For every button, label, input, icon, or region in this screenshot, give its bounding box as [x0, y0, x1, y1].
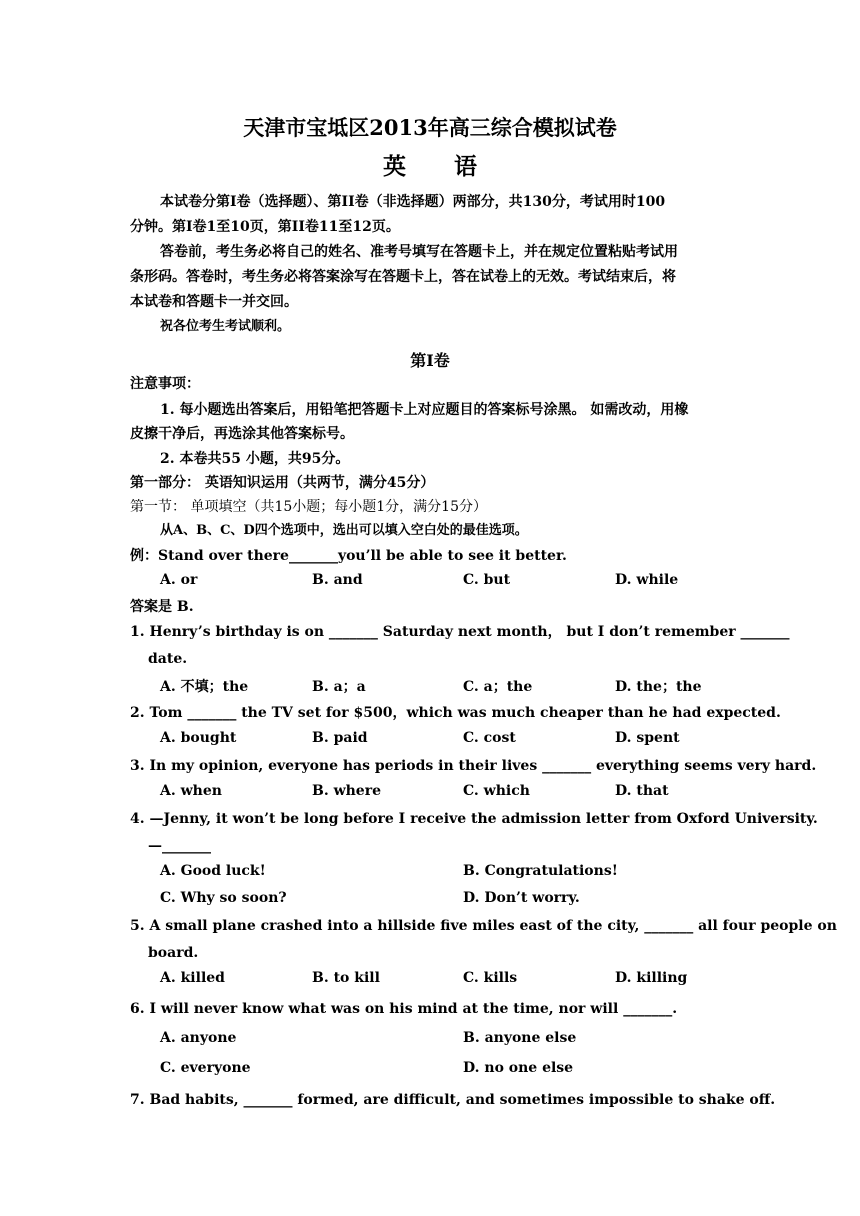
q6-option-c: C. everyone	[160, 1060, 251, 1076]
intro-line-5: 本试卷和答题卡一并交回。	[130, 294, 298, 310]
example-option-a: A. or	[160, 572, 198, 588]
q5-option-a: A. killed	[160, 970, 225, 986]
example-question: 例：Stand over there_______you’ll be able to see it better.	[130, 548, 567, 564]
q5-option-b: B. to kill	[312, 970, 380, 986]
question-5-stem: 5. A small plane crashed into a hillside five miles east of the city, _______ all four people on	[130, 918, 837, 934]
question-2-stem: 2. Tom _______ the TV set for $500，which was much cheaper than he had expected.	[130, 705, 781, 721]
question-3-stem: 3. In my opinion, everyone has periods in their lives _______ everything seems very hard.	[130, 758, 817, 774]
q3-option-c: C. which	[463, 783, 530, 799]
q2-option-c: C. cost	[463, 730, 516, 746]
subsection-1-heading: 第一节： 单项填空（共15小题；每小题1分，满分15分）	[130, 499, 487, 515]
q4-option-c: C. Why so soon?	[160, 890, 287, 906]
q1-option-b: B. a；a	[312, 679, 366, 695]
intro-line-4: 条形码。答卷时，考生务必将答案涂写在答题卡上，答在试卷上的无效。考试结束后，将	[130, 269, 676, 285]
q6-option-a: A. anyone	[160, 1030, 237, 1046]
instruction: 从A、B、C、D四个选项中，选出可以填入空白处的最佳选项。	[160, 523, 528, 538]
q2-option-a: A. bought	[160, 730, 237, 746]
question-7-stem: 7. Bad habits, _______ formed, are difficult, and sometimes impossible to shake off.	[130, 1092, 776, 1108]
exam-title: 天津市宝坻区2013年高三综合模拟试卷	[243, 115, 617, 140]
example-option-c: C. but	[463, 572, 511, 588]
question-4-stem: 4. —Jenny, it won’t be long before I receive the admission letter from Oxford University.	[130, 811, 818, 827]
q1-option-a: A. 不填；the	[160, 679, 249, 695]
question-1-stem: 1. Henry’s birthday is on _______ Saturday next month， but I don’t remember _______	[130, 624, 790, 640]
q4-option-a: A. Good luck!	[160, 863, 266, 879]
q4-option-d: D. Don’t worry.	[463, 890, 580, 906]
note-1b: 皮擦干净后，再选涂其他答案标号。	[130, 426, 354, 442]
example-answer: 答案是 B.	[130, 599, 194, 615]
example-option-b: B. and	[312, 572, 363, 588]
question-5-stem-cont: board.	[148, 945, 199, 961]
notes-heading: 注意事项：	[130, 376, 200, 392]
q6-option-b: B. anyone else	[463, 1030, 577, 1046]
q1-option-c: C. a；the	[463, 679, 533, 695]
example-option-d: D. while	[615, 572, 679, 588]
intro-line-6: 祝各位考生考试顺利。	[160, 319, 291, 334]
q5-option-c: C. kills	[463, 970, 518, 986]
q5-option-d: D. killing	[615, 970, 688, 986]
question-6-stem: 6. I will never know what was on his mind at the time, nor will _______.	[130, 1001, 678, 1017]
q2-option-b: B. paid	[312, 730, 368, 746]
intro-line-1: 本试卷分第I卷（选择题）、第II卷（非选择题）两部分，共130分，考试用时100	[160, 194, 666, 210]
q4-option-b: B. Congratulations!	[463, 863, 618, 879]
part1-title: 第Ⅰ卷	[410, 351, 450, 370]
question-4-stem-cont: —_______	[148, 838, 211, 854]
q6-option-d: D. no one else	[463, 1060, 574, 1076]
q3-option-b: B. where	[312, 783, 382, 799]
subject-title: 英 语	[382, 153, 497, 180]
question-1-stem-cont: date.	[148, 651, 188, 667]
intro-line-2: 分钟。第I卷1至10页，第II卷11至12页。	[130, 219, 400, 235]
note-2: 2. 本卷共55 小题，共95分。	[160, 451, 350, 467]
q1-option-d: D. the；the	[615, 679, 702, 695]
q3-option-d: D. that	[615, 783, 669, 799]
note-1a: 1. 每小题选出答案后，用铅笔把答题卡上对应题目的答案标号涂黑。 如需改动，用橡	[160, 402, 689, 418]
intro-line-3: 答卷前，考生务必将自己的姓名、准考号填写在答题卡上，并在规定位置粘贴考试用	[160, 244, 678, 260]
q3-option-a: A. when	[160, 783, 222, 799]
q2-option-d: D. spent	[615, 730, 680, 746]
section-1-heading: 第一部分： 英语知识运用（共两节，满分45分）	[130, 475, 435, 491]
